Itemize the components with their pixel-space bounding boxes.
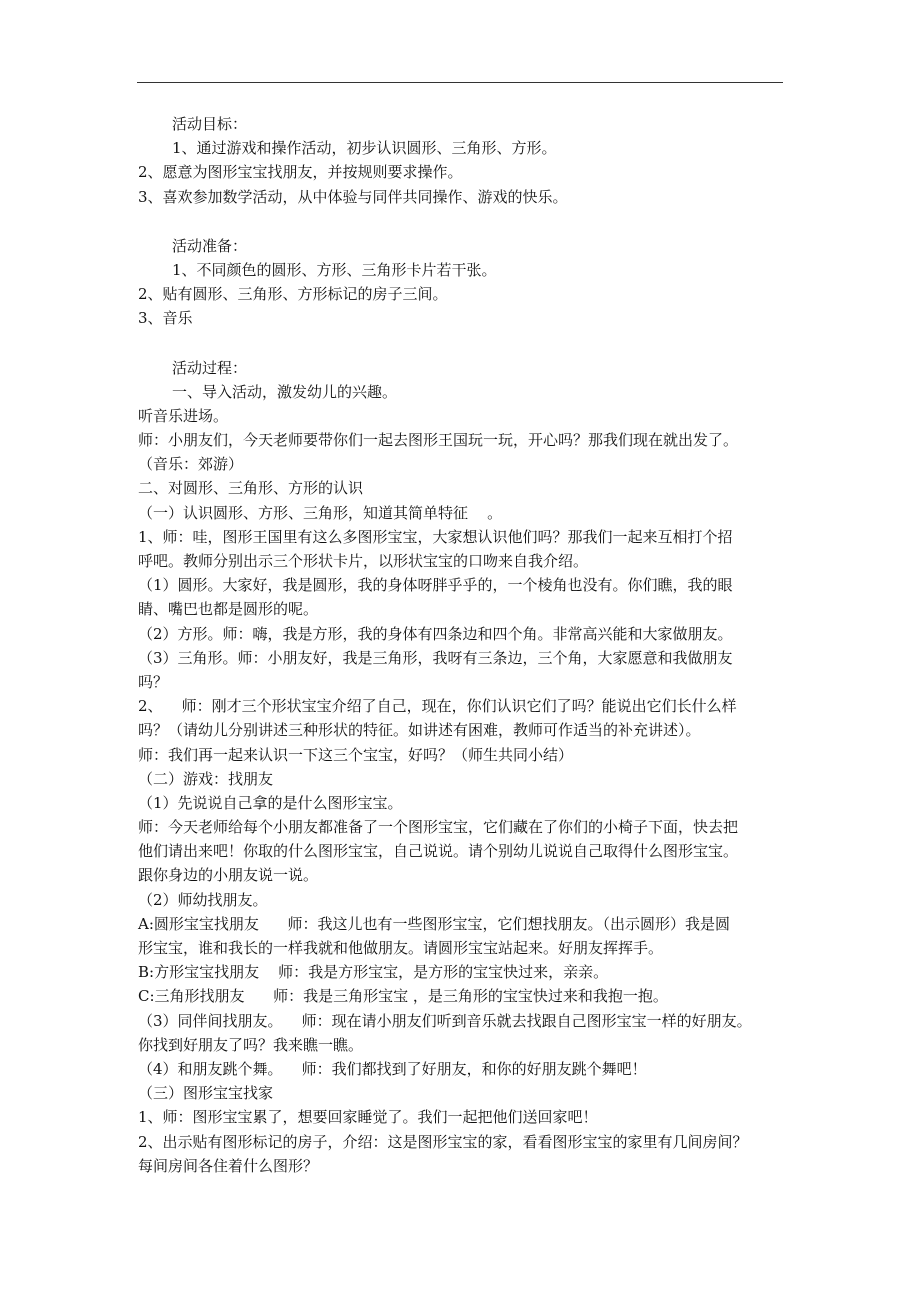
process-line: 你找到好朋友了吗？我来瞧一瞧。 bbox=[138, 1035, 364, 1054]
process-line: 吗？（请幼儿分别讲述三种形状的特征。如讲述有困难，教师可作适当的补充讲述）。 bbox=[138, 721, 701, 740]
process-line: 师：我们再一起来认识一下这三个宝宝，好吗？（师生共同小结） bbox=[138, 745, 574, 764]
process-line: 呼吧。教师分别出示三个形状卡片，以形状宝宝的口吻来自我介绍。 bbox=[138, 552, 589, 570]
process-line: 2、出示贴有图形标记的房子，介绍：这是图形宝宝的家，看看图形宝宝的家里有几间房间？ bbox=[138, 1132, 748, 1151]
prep-item: 2、贴有圆形、三角形、方形标记的房子三间。 bbox=[138, 285, 448, 304]
process-line: 每间房间各住着什么图形？ bbox=[138, 1156, 319, 1175]
process-line: 形宝宝，谁和我长的一样我就和他做朋友。请圆形宝宝站起来。好朋友挥挥手。 bbox=[138, 939, 664, 957]
process-line: 2、 师：刚才三个形状宝宝介绍了自己，现在，你们认识它们了吗？能说出它们长什么样 bbox=[138, 697, 737, 716]
process-line: （3）同伴间找朋友。 师：现在请小朋友们听到音乐就去找跟自己图形宝宝一样的好朋友。 bbox=[138, 1011, 752, 1030]
process-line: C:三角形找朋友 师：我是三角形宝宝 ，是三角形的宝宝快过来和我抱一抱。 bbox=[138, 987, 668, 1006]
process-line: （1）圆形。大家好，我是圆形，我的身体呀胖乎乎的，一个棱角也没有。你们瞧，我的眼 bbox=[138, 576, 733, 595]
process-line: （三）图形宝宝找家 bbox=[138, 1084, 274, 1103]
goal-item: 3、喜欢参加数学活动，从中体验与同伴共同操作、游戏的快乐。 bbox=[138, 187, 568, 206]
process-line: （二）游戏：找朋友 bbox=[138, 769, 274, 788]
document-body bbox=[138, 112, 788, 1178]
header-rule bbox=[137, 82, 783, 83]
process-line: A:圆形宝宝找朋友 师：我这儿也有一些图形宝宝，它们想找朋友。（出示圆形）我是圆 bbox=[138, 914, 730, 933]
prep-heading: 活动准备： bbox=[172, 236, 248, 255]
goals-heading: 活动目标： bbox=[172, 115, 248, 133]
process-line: （2）师幼找朋友。 bbox=[138, 890, 268, 909]
process-line: 1、师：图形宝宝累了，想要回家睡觉了。我们一起把他们送回家吧！ bbox=[138, 1108, 598, 1127]
process-line: 1、师：哇，图形王国里有这么多图形宝宝，大家想认识他们吗？那我们一起来互相打个招 bbox=[138, 527, 733, 546]
process-line: （2）方形。师：嗨，我是方形，我的身体有四条边和四个角。非常高兴能和大家做朋友。 bbox=[138, 624, 733, 643]
goal-item: 1、通过游戏和操作活动，初步认识圆形、三角形、方形。 bbox=[172, 139, 557, 158]
process-line: （一）认识圆形、方形、三角形，知道其简单特征 。 bbox=[138, 503, 503, 522]
process-line: 睛、嘴巴也都是圆形的呢。 bbox=[138, 600, 319, 619]
section-gap bbox=[138, 331, 788, 356]
process-line: 师：今天老师给每个小朋友都准备了一个图形宝宝，它们藏在了你们的小椅子下面，快去把 bbox=[138, 818, 739, 837]
process-line: B:方形宝宝找朋友 师：我是方形宝宝，是方形的宝宝快过来，亲亲。 bbox=[138, 963, 609, 982]
process-line: 一、导入活动，激发幼儿的兴趣。 bbox=[172, 382, 398, 401]
process-line: （3）三角形。师：小朋友好，我是三角形，我呀有三条边，三个角，大家愿意和我做朋友 bbox=[138, 648, 733, 667]
process-line: 二、对圆形、三角形、方形的认识 bbox=[138, 479, 364, 498]
process-heading: 活动过程： bbox=[172, 358, 248, 377]
process-line: 师：小朋友们，今天老师要带你们一起去图形王国玩一玩，开心吗？那我们现在就出发了。 bbox=[138, 431, 739, 450]
goal-item: 2、愿意为图形宝宝找朋友，并按规则要求操作。 bbox=[138, 163, 463, 182]
process-line: （音乐：郊游） bbox=[138, 455, 244, 474]
process-line: 他们请出来吧！你取的什么图形宝宝，自己说说。请个别幼儿说说自己取得什么图形宝宝。 bbox=[138, 842, 739, 861]
process-line: （4）和朋友跳个舞。 师：我们都找到了好朋友，和你的好朋友跳个舞吧！ bbox=[138, 1059, 647, 1078]
section-gap bbox=[138, 209, 788, 234]
process-line: 跟你身边的小朋友说一说。 bbox=[138, 866, 319, 885]
prep-item: 1、不同颜色的圆形、方形、三角形卡片若干张。 bbox=[172, 260, 497, 279]
process-line: （1）先说说自己拿的是什么图形宝宝。 bbox=[138, 793, 403, 812]
process-line: 听音乐进场。 bbox=[138, 406, 229, 425]
process-line: 吗？ bbox=[138, 672, 169, 691]
prep-item: 3、音乐 bbox=[138, 309, 193, 328]
